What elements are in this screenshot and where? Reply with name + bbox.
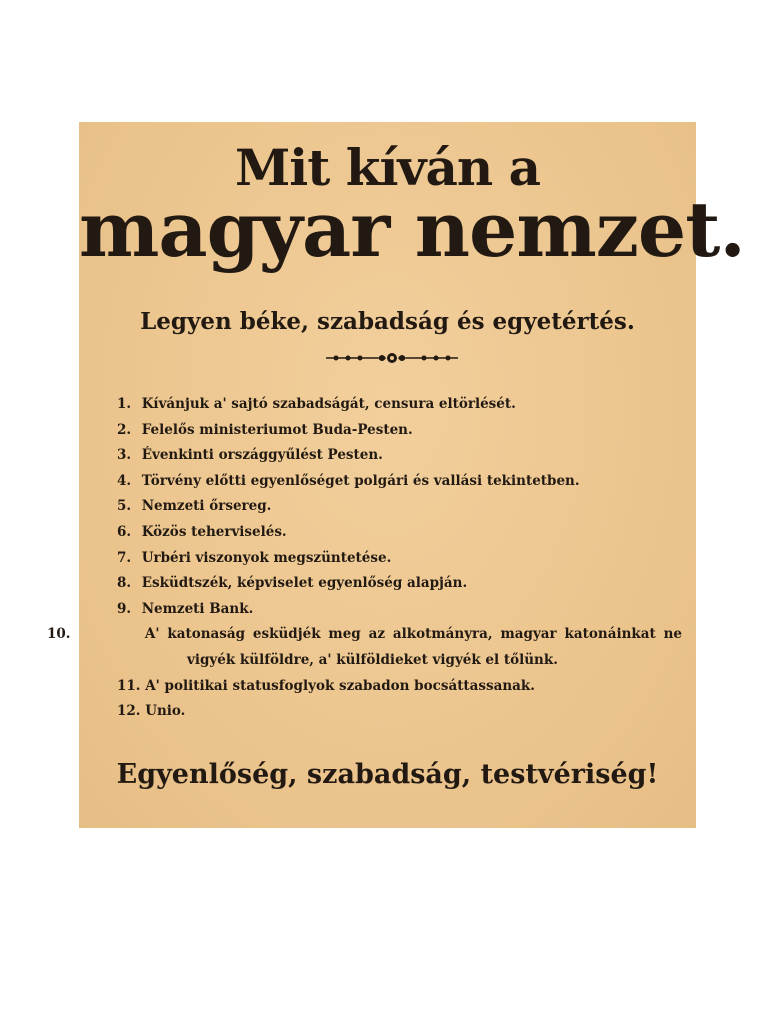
demand-number: 5. [117, 498, 132, 515]
demand-item [117, 469, 687, 495]
demand-text: Urbéri viszonyok megszüntetése. [141, 549, 392, 566]
demand-number: 6. [117, 523, 132, 540]
demand-number: 12. [117, 703, 141, 720]
demand-text: A' katonaság esküdjék meg az alkotmányra, magyar katonáinkat ne vigyék külföldre, a' külföldieket vigyék el tőlünk. [144, 626, 682, 668]
demand-item [117, 520, 687, 546]
demand-number: 7. [117, 549, 132, 566]
demand-number: 11. [117, 677, 141, 694]
decorative-divider-icon [322, 350, 462, 366]
demand-item [117, 494, 687, 520]
demand-text: Törvény előtti egyenlőséget polgári és vallási tekintetben. [141, 472, 580, 489]
demand-text: A' politikai statusfoglyok szabadon bocsáttassanak. [145, 677, 535, 694]
demand-item [117, 546, 687, 572]
demand-text: Felelős ministeriumot Buda-Pesten. [141, 421, 413, 438]
demand-item [117, 392, 687, 418]
demand-item [117, 699, 687, 725]
demand-item [117, 674, 687, 700]
demand-text: Kívánjuk a' sajtó szabadságát, censura eltörlését. [141, 396, 516, 412]
demand-number: 3. [117, 447, 132, 464]
poster-title-line1: Mit kíván a [234, 138, 541, 197]
demand-item [117, 418, 687, 444]
poster-subtitle: Legyen béke, szabadság és egyetértés. [140, 308, 635, 335]
demands-list [47, 392, 687, 725]
demand-number: 8. [117, 575, 132, 592]
demand-item [117, 597, 687, 623]
demand-item [47, 622, 682, 673]
demand-text: Évenkinti országgyűlést Pesten. [141, 447, 383, 464]
demand-number: 10. [47, 626, 71, 643]
demand-text: Nemzeti Bank. [141, 600, 254, 617]
demand-text: Esküdtszék, képviselet egyenlőség alapján. [141, 575, 468, 592]
poster [47, 122, 745, 828]
demand-number: 9. [117, 600, 132, 617]
demand-item [117, 571, 687, 597]
demand-number: 4. [117, 472, 132, 489]
demand-text: Unio. [145, 703, 186, 720]
demand-text: Közös teherviselés. [141, 523, 287, 540]
poster-motto: Egyenlőség, szabadság, testvériség! [116, 759, 659, 790]
demand-number: 1. [117, 396, 132, 412]
demand-text: Nemzeti őrsereg. [141, 498, 272, 515]
demand-item [117, 443, 687, 469]
demand-number: 2. [117, 421, 132, 438]
poster-title-line2: magyar nemzet. [79, 185, 745, 274]
